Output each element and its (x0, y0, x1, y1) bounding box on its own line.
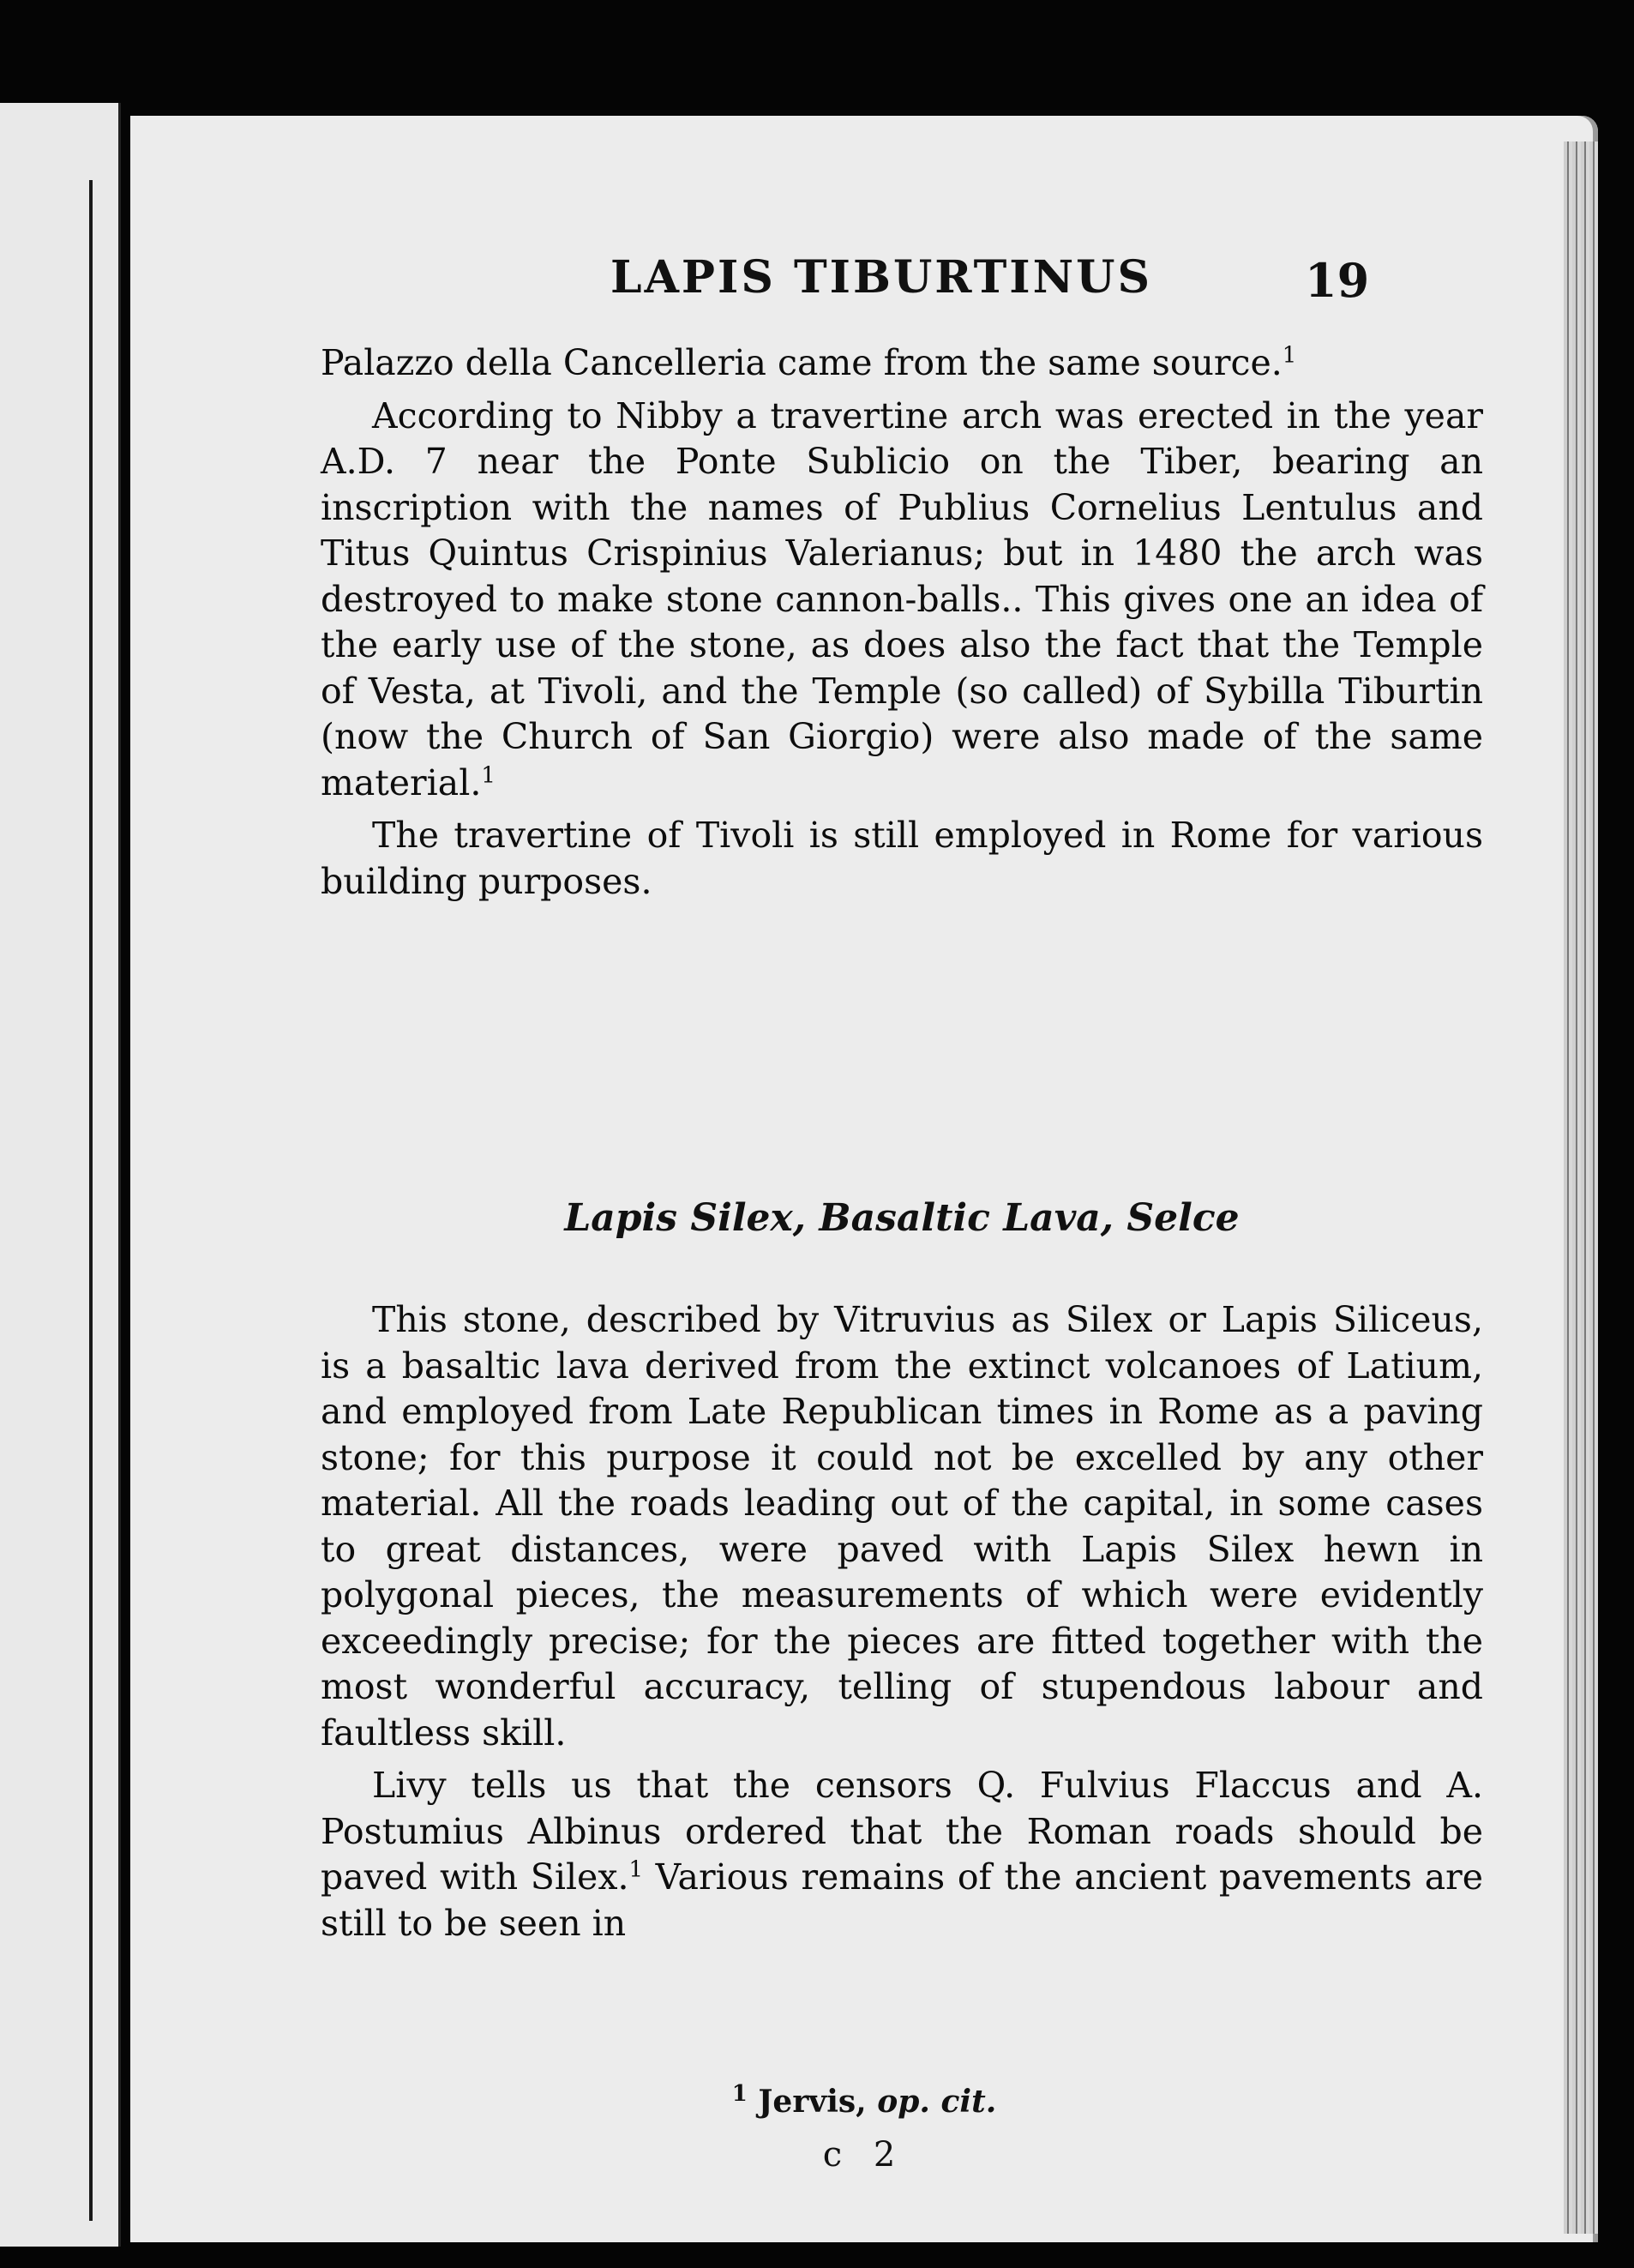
book-page (130, 116, 1598, 2242)
running-head-title: LAPIS TIBURTINUS (610, 251, 1153, 304)
facing-page-edge (0, 103, 121, 2247)
page-stack-edge (1564, 141, 1598, 2234)
paragraph: This stone, described by Vitruvius as Silex or Lapis Siliceus, is a basaltic lava derived from the extinct volcanoes of Latium, and employed from Late Republican times in Rome as a paving stone; for this purpose it could not be excelled by any other material. All the roads leading out of the capital, in some cases to great distances, were paved with Lapis Silex hewn in polygonal pieces, the measurements of which were evidently exceedingly precise; for the pieces are fitted together with the most wonderful accuracy, telling of stupendous labour and faultless skill. (321, 1299, 1483, 1754)
page-number: 19 (1305, 253, 1370, 308)
running-head (130, 251, 1598, 320)
paragraph-text: Various remains of the ancient pavements are still to be seen in (321, 1856, 1483, 1944)
paragraph-text: Palazzo della Cancelleria came from the same source. (321, 342, 1283, 383)
footnote-ref: 1 (628, 1856, 644, 1883)
signature-mark: c 2 (822, 2135, 906, 2175)
footnote-marker: 1 (731, 2081, 748, 2107)
paragraph-text: According to Nibby a travertine arch was erected in the year A.D. 7 near the Ponte Sublicio on the Tiber, bearing an inscription with the names of Publius Cornelius Lentulus and Titus Quintus Crispinius Valerianus; but in 1480 the arch was destroyed to make stone cannon-balls.. This gives one an idea of the early use of the stone, as does also the fact that the Temple of Vesta, at Tivoli, and the Temple (so called) of Sybilla Tiburtin (now the Church of San Giorgio) were also made of the same material. (321, 394, 1483, 803)
footnote (130, 2081, 1598, 2120)
text-block-travertine (321, 340, 1483, 905)
paragraph-text: Livy tells us that the censors Q. Fulvius Flaccus and A. Postumius Albinus ordered that the Roman roads should be paved with Silex. (321, 1765, 1483, 1898)
section-heading: Lapis Silex, Basaltic Lava, Selce (564, 1196, 1240, 1240)
paragraph (321, 340, 1483, 387)
paragraph: The travertine of Tivoli is still employed in Rome for various building purposes. (321, 815, 1483, 902)
footnote-ref: 1 (1282, 342, 1297, 369)
paragraph (321, 1763, 1483, 1946)
footnote-text: Jervis, (758, 2084, 878, 2120)
text-block-silex (321, 1297, 1483, 1946)
footnote-italic: op. cit. (877, 2084, 997, 2120)
paragraph (321, 394, 1483, 807)
footnote-ref: 1 (481, 761, 496, 788)
